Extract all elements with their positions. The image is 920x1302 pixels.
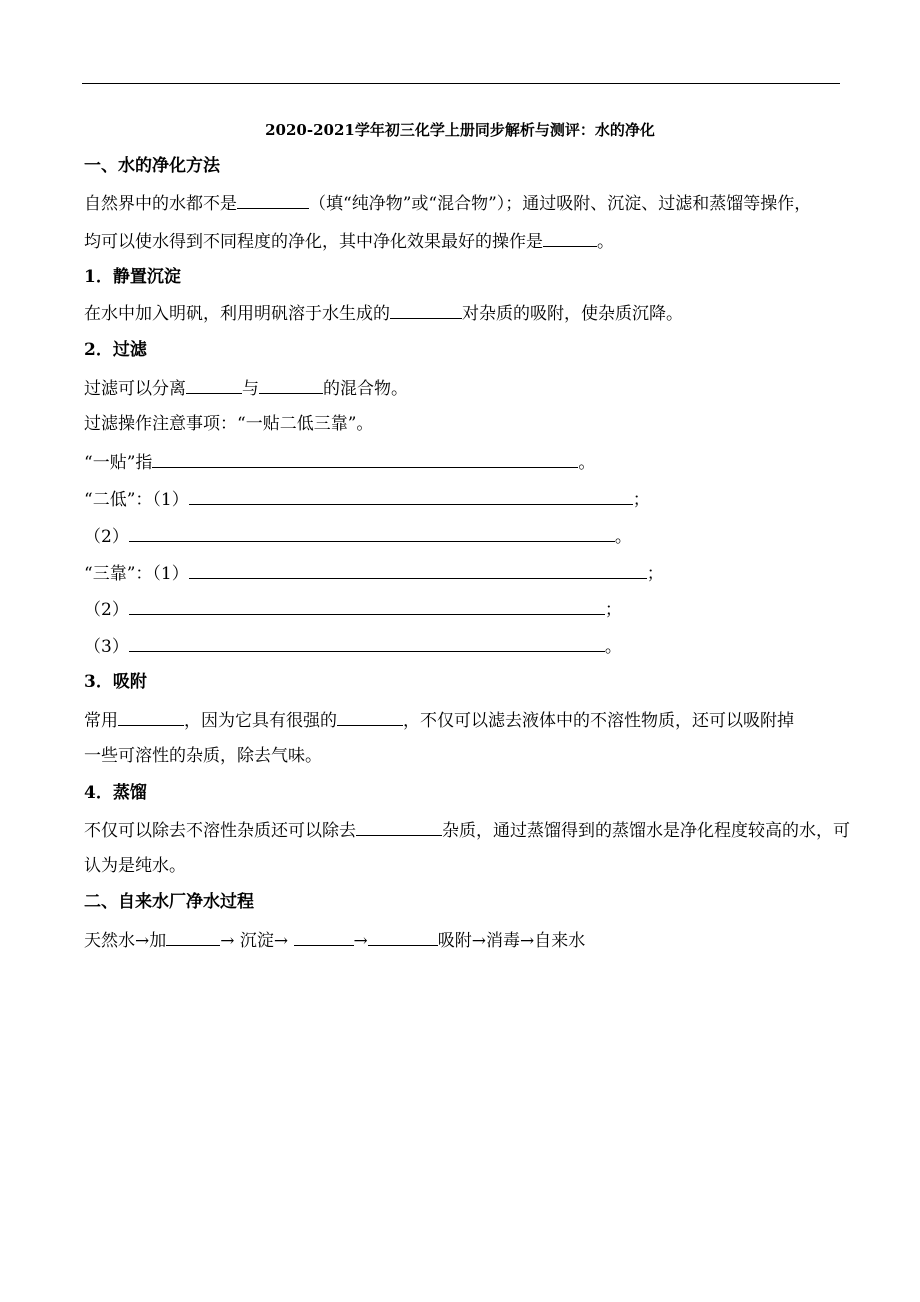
text: 。 xyxy=(597,232,614,252)
fill-blank[interactable] xyxy=(294,928,354,946)
fill-blank[interactable] xyxy=(129,597,605,615)
fill-blank[interactable] xyxy=(259,376,323,394)
paragraph-waterworks-flow xyxy=(84,928,585,952)
text: “二低”：（1） xyxy=(84,490,189,510)
text: 杂质，通过蒸馏得到的蒸馏水是净化程度较高的水，可 xyxy=(442,821,850,841)
paragraph-alum xyxy=(84,301,683,325)
fill-blank[interactable] xyxy=(189,487,633,505)
text: 。 xyxy=(578,453,596,473)
document-title: 2020-2021学年初三化学上册同步解析与测评：水的净化 xyxy=(265,121,655,139)
text: “一贴”指 xyxy=(84,453,153,473)
line-three-lean-3 xyxy=(84,634,622,658)
text: 自然界中的水都不是 xyxy=(84,194,237,214)
paragraph-distillation-line2: 认为是纯水。 xyxy=(84,856,186,876)
paragraph-filtration-notes: 过滤操作注意事项：“一贴二低三靠”。 xyxy=(84,414,374,434)
text: （2） xyxy=(84,527,129,547)
header-rule xyxy=(82,83,840,84)
text: 的混合物。 xyxy=(323,379,408,399)
fill-blank[interactable] xyxy=(390,301,462,319)
text: → xyxy=(353,931,368,951)
paragraph-distillation-line1 xyxy=(84,818,850,842)
text: 常用 xyxy=(84,711,118,731)
paragraph-filtration-separates xyxy=(84,376,408,400)
text: ，不仅可以滤去液体中的不溶性物质，还可以吸附掉 xyxy=(403,711,794,731)
line-two-low-2 xyxy=(84,524,632,548)
line-one-stick xyxy=(84,450,595,474)
line-three-lean-2 xyxy=(84,597,622,621)
fill-blank[interactable] xyxy=(368,928,438,946)
text: 不仅可以除去不溶性杂质还可以除去 xyxy=(84,821,356,841)
paragraph-adsorption-line2: 一些可溶性的杂质，除去气味。 xyxy=(84,746,322,766)
subsection-heading-adsorption: 3．吸附 xyxy=(84,672,147,692)
text: ； xyxy=(604,600,622,620)
fill-blank[interactable] xyxy=(129,634,605,652)
text: 在水中加入明矾，利用明矾溶于水生成的 xyxy=(84,304,390,324)
fill-blank[interactable] xyxy=(337,708,403,726)
section-heading-purification-methods: 一、水的净化方法 xyxy=(84,156,220,176)
text: 与 xyxy=(242,379,259,399)
subsection-heading-distillation: 4．蒸馏 xyxy=(84,783,147,803)
text: 过滤可以分离 xyxy=(84,379,186,399)
subsection-heading-filtration: 2．过滤 xyxy=(84,340,147,360)
paragraph-natural-water-line2 xyxy=(84,229,614,253)
text: 吸附→消毒→自来水 xyxy=(437,931,586,951)
fill-blank[interactable] xyxy=(543,229,597,247)
fill-blank[interactable] xyxy=(129,524,615,542)
fill-blank[interactable] xyxy=(186,376,242,394)
text: （2） xyxy=(84,600,129,620)
text: 对杂质的吸附，使杂质沉降。 xyxy=(462,304,683,324)
fill-blank[interactable] xyxy=(118,708,184,726)
fill-blank[interactable] xyxy=(152,450,578,468)
text: → 沉淀→ xyxy=(220,931,294,951)
fill-blank[interactable] xyxy=(356,818,442,836)
line-two-low-1 xyxy=(84,487,650,511)
text: 。 xyxy=(614,527,632,547)
text: 。 xyxy=(604,637,622,657)
fill-blank[interactable] xyxy=(237,191,309,209)
line-three-lean-1 xyxy=(84,561,664,585)
text: （填“纯净物”或“混合物”）；通过吸附、沉淀、过滤和蒸馏等操作， xyxy=(309,194,812,214)
text: ； xyxy=(646,564,664,584)
text: ； xyxy=(632,490,650,510)
fill-blank[interactable] xyxy=(166,928,220,946)
section-heading-waterworks: 二、自来水厂净水过程 xyxy=(84,892,254,912)
text: “三靠”：（1） xyxy=(84,564,189,584)
text: （3） xyxy=(84,637,129,657)
subsection-heading-sedimentation: 1．静置沉淀 xyxy=(84,267,181,287)
paragraph-adsorption-line1 xyxy=(84,708,794,732)
text: 均可以使水得到不同程度的净化，其中净化效果最好的操作是 xyxy=(84,232,543,252)
fill-blank[interactable] xyxy=(189,561,647,579)
text: ，因为它具有很强的 xyxy=(184,711,337,731)
paragraph-natural-water-line1 xyxy=(84,191,811,215)
text: 天然水→加 xyxy=(84,931,167,951)
